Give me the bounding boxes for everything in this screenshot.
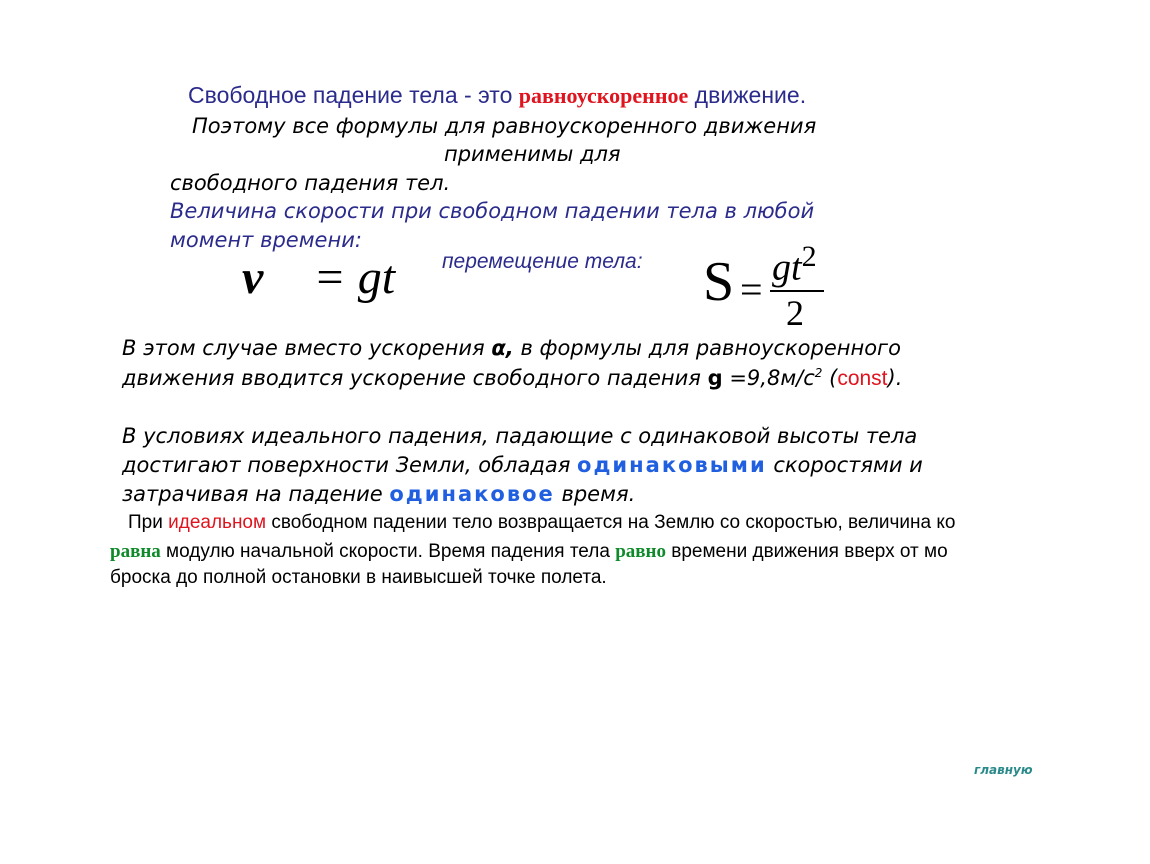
ideal-line-3 xyxy=(122,482,635,506)
formula-v-lhs: v xyxy=(242,251,264,304)
heading-part2: движение. xyxy=(688,82,807,108)
formula-s-eq: = xyxy=(740,267,763,312)
ideal-line-1: В условиях идеального падения, падающие с одинаковой высоты тела xyxy=(122,424,918,448)
return-equal-2: равно xyxy=(615,541,666,562)
return-line-1 xyxy=(128,512,1056,534)
accel-alpha: α, xyxy=(491,336,514,360)
heading-emphasis: равноускоренное xyxy=(518,83,689,108)
ideal-text-b: скоростями и xyxy=(766,453,923,477)
accel-text-c: движения вводится ускорение свободного падения xyxy=(122,366,708,390)
return-line-3: броска до полной остановки в наивысшей точке полета. xyxy=(110,567,607,588)
formula-velocity xyxy=(242,250,395,305)
accel-text-a: В этом случае вместо ускорения xyxy=(122,336,492,360)
return-text-c: модулю начальной скорости. Время падения тела xyxy=(160,541,616,562)
home-link[interactable]: главную xyxy=(974,763,1033,777)
intro-line-2: применимы для xyxy=(444,142,621,166)
accel-line-1 xyxy=(122,336,901,360)
velocity-line-2: момент времени: xyxy=(170,228,362,252)
accel-paren-close: ). xyxy=(887,366,903,390)
formula-s-denominator: 2 xyxy=(786,293,804,333)
return-text-a: При xyxy=(128,512,169,533)
accel-line-2 xyxy=(122,366,902,391)
intro-line-1: Поэтому все формулы для равноускоренного движения xyxy=(192,114,817,138)
ideal-text-c: затрачивая на падение xyxy=(122,482,390,506)
formula-s-num: gt xyxy=(772,246,802,289)
return-line-2 xyxy=(110,541,1056,563)
return-text-d: времени движения вверх от мо xyxy=(665,541,948,562)
displacement-label: перемещение тела: xyxy=(442,250,643,273)
ideal-line-2 xyxy=(122,453,923,477)
accel-sup: 2 xyxy=(814,366,823,380)
accel-text-b: в формулы для равноускоренного xyxy=(513,336,901,360)
ideal-same-1: одинаковыми xyxy=(577,453,767,477)
accel-paren-open: ( xyxy=(822,366,838,390)
formula-v-rhs: = gt xyxy=(313,251,396,304)
intro-line-3: свободного падения тел. xyxy=(170,171,451,195)
formula-s-lhs: S xyxy=(703,251,735,313)
formula-s-exp: 2 xyxy=(801,240,817,273)
heading xyxy=(188,82,806,109)
accel-value: =9,8м/с xyxy=(722,366,815,390)
accel-g: g xyxy=(707,366,723,390)
ideal-text-a: достигают поверхности Земли, обладая xyxy=(122,453,578,477)
ideal-same-2: одинаковое xyxy=(389,482,555,506)
return-ideal: идеальном xyxy=(168,512,267,533)
heading-part1: Свободное падение тела - это xyxy=(188,82,519,108)
return-text-b: свободном падении тело возвращается на Землю со скоростью, величина ко xyxy=(266,512,956,533)
return-equal-1: равна xyxy=(110,541,161,562)
formula-s-numerator xyxy=(772,240,817,290)
ideal-text-d: время. xyxy=(554,482,636,506)
accel-const: const xyxy=(837,367,888,390)
velocity-line-1: Величина скорости при свободном падении тела в любой xyxy=(170,199,815,223)
